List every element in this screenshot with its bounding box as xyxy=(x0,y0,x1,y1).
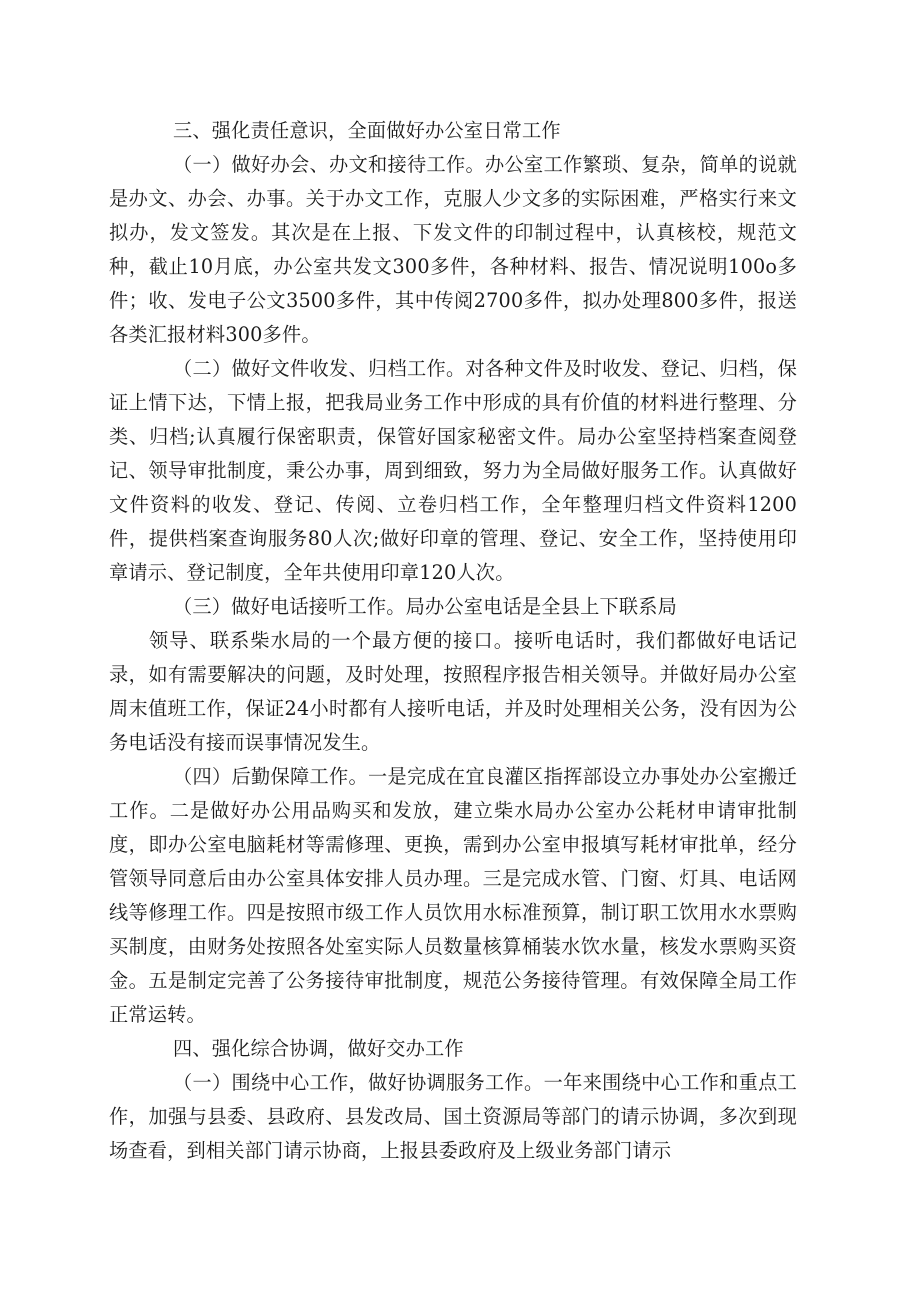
paragraph-telephone: （三）做好电话接听工作。局办公室电话是全县上下联系局 xyxy=(173,595,678,618)
section-heading-4: 四、强化综合协调，做好交办工作 xyxy=(173,1037,464,1060)
paragraph-meetings-documents: （一）做好办会、办文和接待工作。办公室工作繁琐、复杂，简单的说就是办文、办会、办事。关于办文工作，克服人少文多的实际困难，严格实行来文拟办，发文签发。其次是在上报、下发文件的印制过程中，认真核校，规范文种，截止10月底，办公室共发文300多件，各种材料、报告、情况说明100o多件；收、发电子公文3500多件，其中传阅2700多件，拟办处理800多件，报送各类汇报材料300多件。 xyxy=(109,153,797,346)
paragraph-telephone-continued: 领导、联系柴水局的一个最方便的接口。接听电话时，我们都做好电话记录，如有需要解决的问题，及时处理，按照程序报告相关领导。并做好局办公室周末值班工作，保证24小时都有人接听电话，并及时处理相关公务，没有因为公务电话没有接而误事情况发生。 xyxy=(109,629,797,754)
paragraph-coordination: （一）围绕中心工作，做好协调服务工作。一年来围绕中心工作和重点工作，加强与县委、县政府、县发改局、国土资源局等部门的请示协调，多次到现场查看，到相关部门请示协商，上报县委政府及上级业务部门请示 xyxy=(109,1071,797,1162)
document-body xyxy=(109,114,797,1168)
paragraph-filing-archiving: （二）做好文件收发、归档工作。对各种文件及时收发、登记、归档，保证上情下达，下情上报，把我局业务工作中形成的具有价值的材料进行整理、分类、归档;认真履行保密职责，保管好国家秘密文件。局办公室坚持档案查阅登记、领导审批制度，秉公办事，周到细致，努力为全局做好服务工作。认真做好文件资料的收发、登记、传阅、立卷归档工作，全年整理归档文件资料1200件，提供档案查询服务80人次;做好印章的管理、登记、安全工作，坚持使用印章请示、登记制度，全年共使用印章120人次。 xyxy=(109,357,797,584)
section-heading-3: 三、强化责任意识，全面做好办公室日常工作 xyxy=(173,119,561,142)
paragraph-logistics: （四）后勤保障工作。一是完成在宜良灌区指挥部设立办事处办公室搬迁工作。二是做好办公用品购买和发放，建立柴水局办公室办公耗材申请审批制度，即办公室电脑耗材等需修理、更换，需到办公室申报填写耗材审批单，经分管领导同意后由办公室具体安排人员办理。三是完成水管、门窗、灯具、电话网线等修理工作。四是按照市级工作人员饮用水标准预算，制订职工饮用水水票购买制度，由财务处按照各处室实际人员数量核算桶装水饮水量，核发水票购买资金。五是制定完善了公务接待审批制度，规范公务接待管理。有效保障全局工作正常运转。 xyxy=(109,765,797,1026)
